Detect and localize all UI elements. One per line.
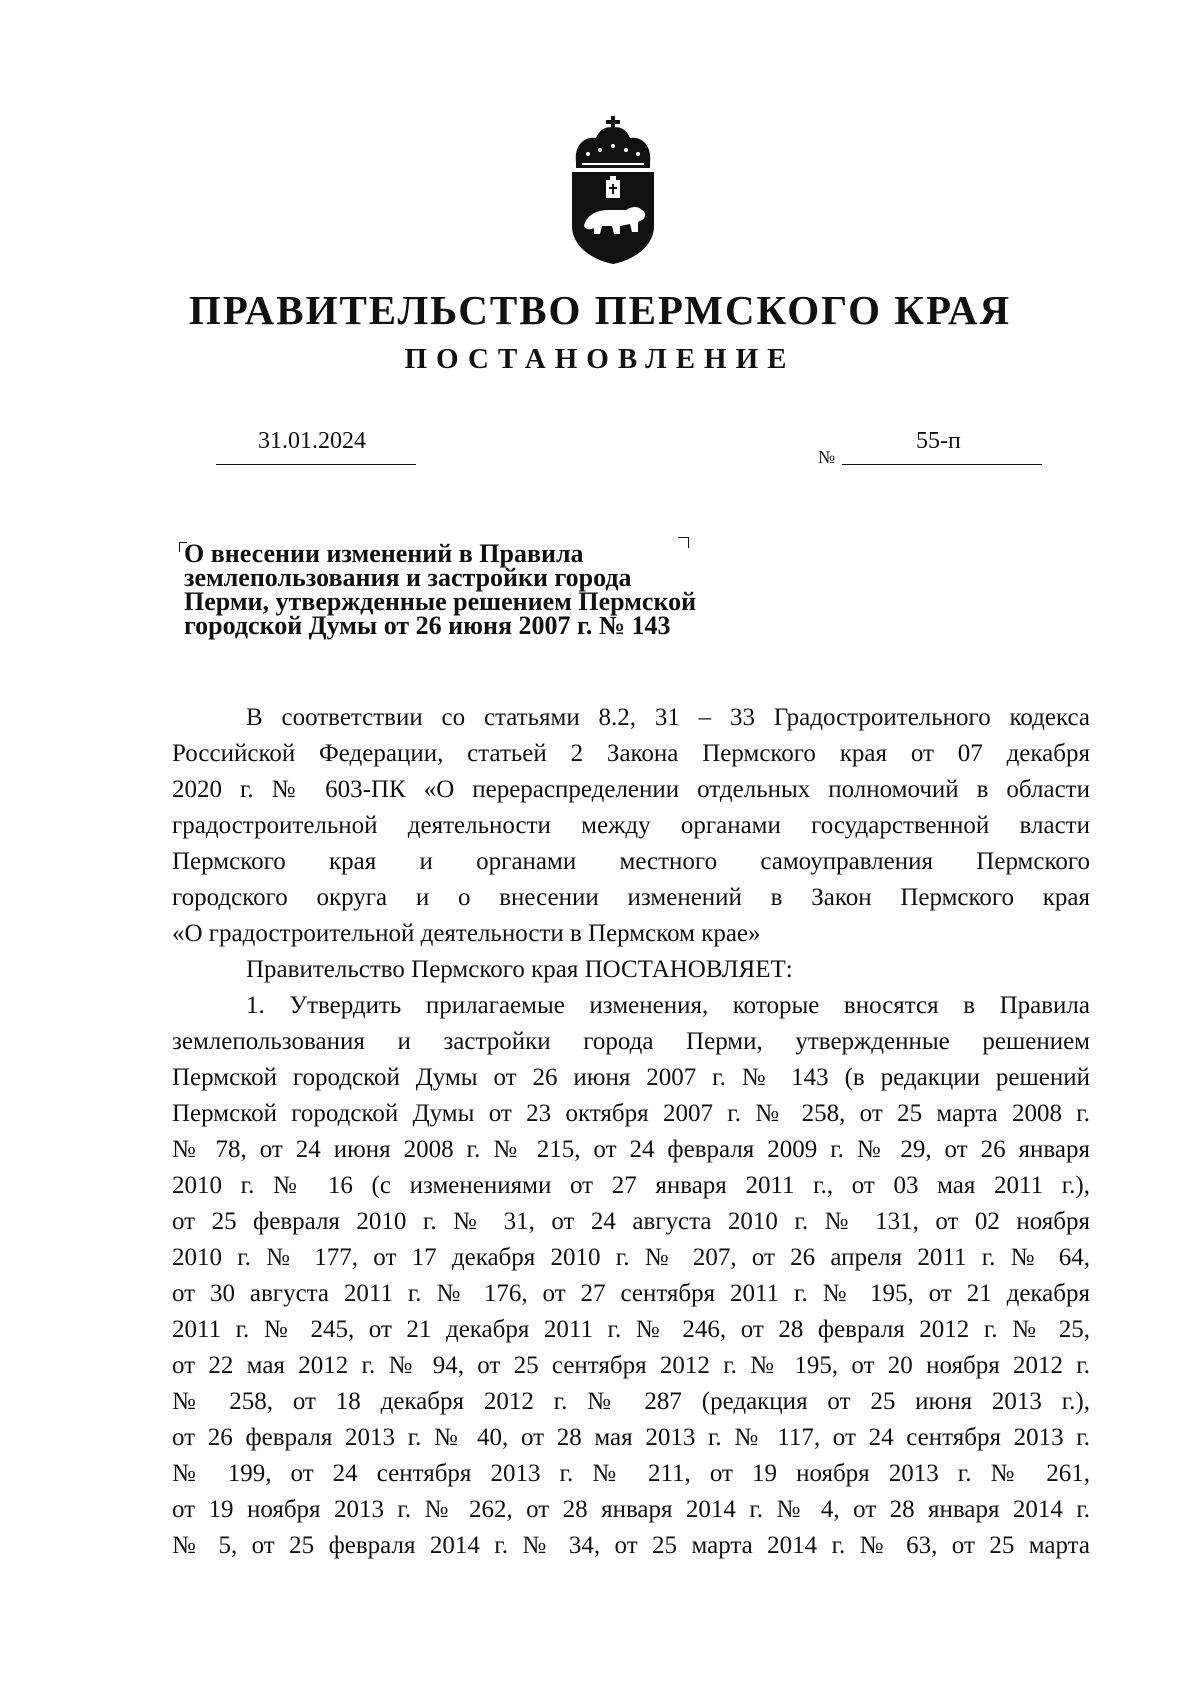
body-line: от 30 августа 2011 г. № 176, от 27 сентября 2011 г. № 195, от 21 декабря	[172, 1280, 1090, 1307]
body-line: № 5, от 25 февраля 2014 г. № 34, от 25 марта 2014 г. № 63, от 25 марта	[172, 1532, 1090, 1559]
body-line: городского округа и о внесении изменений в Закон Пермского края	[172, 884, 1090, 911]
body-line: 1. Утвердить прилагаемые изменения, которые вносятся в Правила	[246, 992, 1090, 1019]
body-line: Российской Федерации, статьей 2 Закона Пермского края от 07 декабря	[172, 740, 1090, 767]
document-type: ПОСТАНОВЛЕНИЕ	[404, 343, 796, 375]
body-line: 2010 г. № 16 (с изменениями от 27 января 2011 г., от 03 мая 2011 г.),	[172, 1172, 1090, 1199]
date-underline	[216, 464, 416, 465]
subject-line: землепользования и застройки города	[184, 563, 632, 592]
coat-of-arms-icon	[568, 114, 658, 266]
document-subject	[184, 539, 764, 640]
body-line: градостроительной деятельности между органами государственной власти	[172, 812, 1090, 839]
document-number: 55-п	[916, 428, 961, 454]
document-date: 31.01.2024	[258, 428, 366, 454]
body-line: землепользования и застройки города Перми, утвержденные решением	[172, 1028, 1090, 1055]
body-line: 2010 г. № 177, от 17 декабря 2010 г. № 207, от 26 апреля 2011 г. № 64,	[172, 1244, 1090, 1271]
body-line: от 25 февраля 2010 г. № 31, от 24 августа 2010 г. № 131, от 02 ноября	[172, 1208, 1090, 1235]
body-line: Пермской городской Думы от 23 октября 2007 г. № 258, от 25 марта 2008 г.	[172, 1100, 1090, 1127]
number-label: №	[818, 447, 836, 467]
number-underline	[842, 464, 1042, 465]
document-body	[172, 700, 1090, 1564]
body-line: № 78, от 24 июня 2008 г. № 215, от 24 февраля 2009 г. № 29, от 26 января	[172, 1136, 1090, 1163]
government-title: ПРАВИТЕЛЬСТВО ПЕРМСКОГО КРАЯ	[188, 287, 1012, 333]
body-line: 2011 г. № 245, от 21 декабря 2011 г. № 246, от 28 февраля 2012 г. № 25,	[172, 1316, 1090, 1343]
subject-line: городской Думы от 26 июня 2007 г. № 143	[184, 611, 671, 640]
body-line: В соответствии со статьями 8.2, 31 – 33 Градостроительного кодекса	[246, 704, 1090, 731]
body-line: «О градостроительной деятельности в Пермском крае»	[172, 920, 761, 947]
body-line: от 26 февраля 2013 г. № 40, от 28 мая 2013 г. № 117, от 24 сентября 2013 г.	[172, 1424, 1090, 1451]
body-line: № 199, от 24 сентября 2013 г. № 211, от 19 ноября 2013 г. № 261,	[172, 1460, 1090, 1487]
subject-line: Перми, утвержденные решением Пермской	[184, 587, 697, 616]
body-line: от 22 мая 2012 г. № 94, от 25 сентября 2012 г. № 195, от 20 ноября 2012 г.	[172, 1352, 1090, 1379]
body-line: 2020 г. № 603-ПК «О перераспределении отдельных полномочий в области	[172, 776, 1090, 803]
body-line: № 258, от 18 декабря 2012 г. № 287 (редакция от 25 июня 2013 г.),	[172, 1388, 1090, 1415]
body-line: Пермской городской Думы от 26 июня 2007 г. № 143 (в редакции решений	[172, 1064, 1090, 1091]
body-line: Пермского края и органами местного самоуправления Пермского	[172, 848, 1090, 875]
body-line: от 19 ноября 2013 г. № 262, от 28 января 2014 г. № 4, от 28 января 2014 г.	[172, 1496, 1090, 1523]
body-line: Правительство Пермского края ПОСТАНОВЛЯЕТ:	[246, 956, 793, 983]
subject-line: О внесении изменений в Правила	[184, 539, 584, 568]
